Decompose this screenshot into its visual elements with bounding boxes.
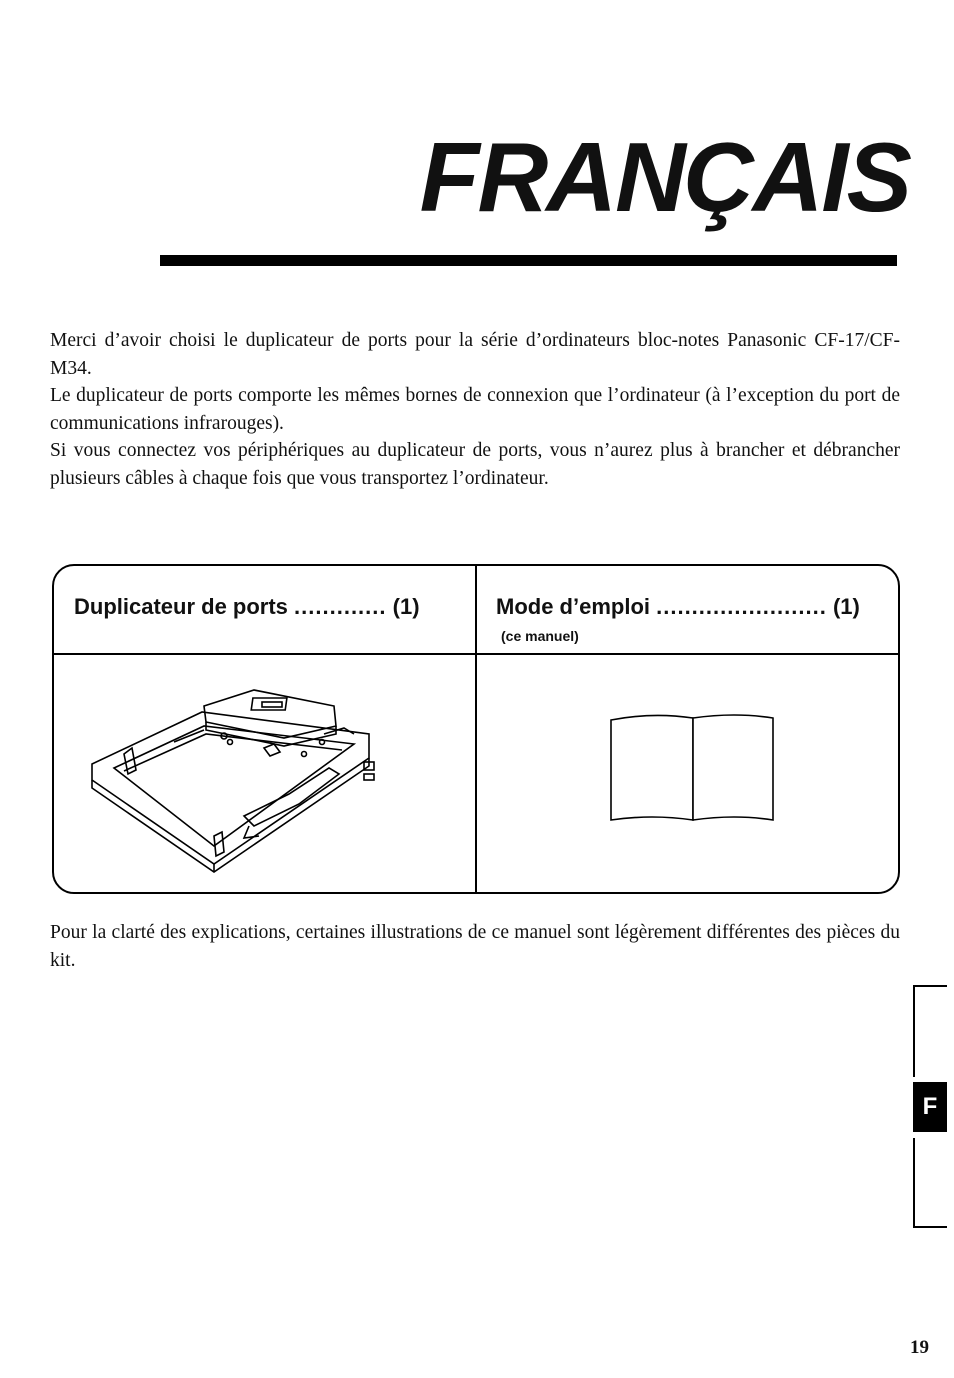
item-quantity: (1) — [832, 594, 860, 619]
leader-dots: ............. — [294, 594, 387, 619]
row-divider — [54, 653, 898, 655]
item-quantity: (1) — [392, 594, 420, 619]
item-manual — [496, 594, 860, 620]
intro-paragraph-2: Le duplicateur de ports comporte les mêmes bornes de connexion que l’ordinateur (à l’exception du port de communications infrarouges). — [50, 385, 900, 434]
item-port-replicator — [74, 594, 420, 620]
intro-paragraph-3: Si vous connectez vos périphériques au duplicateur de ports, vous n’aurez plus à brancher et débrancher plusieurs câbles à chaque fois que vous transportez l’ordinateur. — [50, 440, 900, 489]
port-replicator-illustration — [84, 676, 404, 876]
page-title: FRANÇAIS — [419, 122, 910, 232]
column-divider — [475, 566, 477, 892]
title-rule — [160, 255, 897, 266]
intro-text — [50, 327, 900, 492]
item-name: Duplicateur de ports — [74, 594, 288, 619]
package-contents-box — [52, 564, 900, 894]
side-tab-frame-top — [913, 985, 947, 1077]
intro-paragraph-1: Merci d’avoir choisi le duplicateur de ports pour la série d’ordinateurs bloc-notes Panasonic CF-17/CF-M34. — [50, 330, 900, 379]
item-name: Mode d’emploi — [496, 594, 650, 619]
language-tab-f: F — [913, 1082, 947, 1132]
side-tab-frame-bottom — [913, 1138, 947, 1228]
page-number: 19 — [910, 1337, 929, 1358]
item-manual-subtitle: (ce manuel) — [501, 628, 579, 644]
leader-dots: ........................ — [656, 594, 827, 619]
manual-book-illustration — [607, 712, 827, 822]
illustration-note — [50, 919, 900, 975]
note-text: Pour la clarté des explications, certaines illustrations de ce manuel sont légèrement différentes des pièces du kit. — [50, 922, 900, 971]
